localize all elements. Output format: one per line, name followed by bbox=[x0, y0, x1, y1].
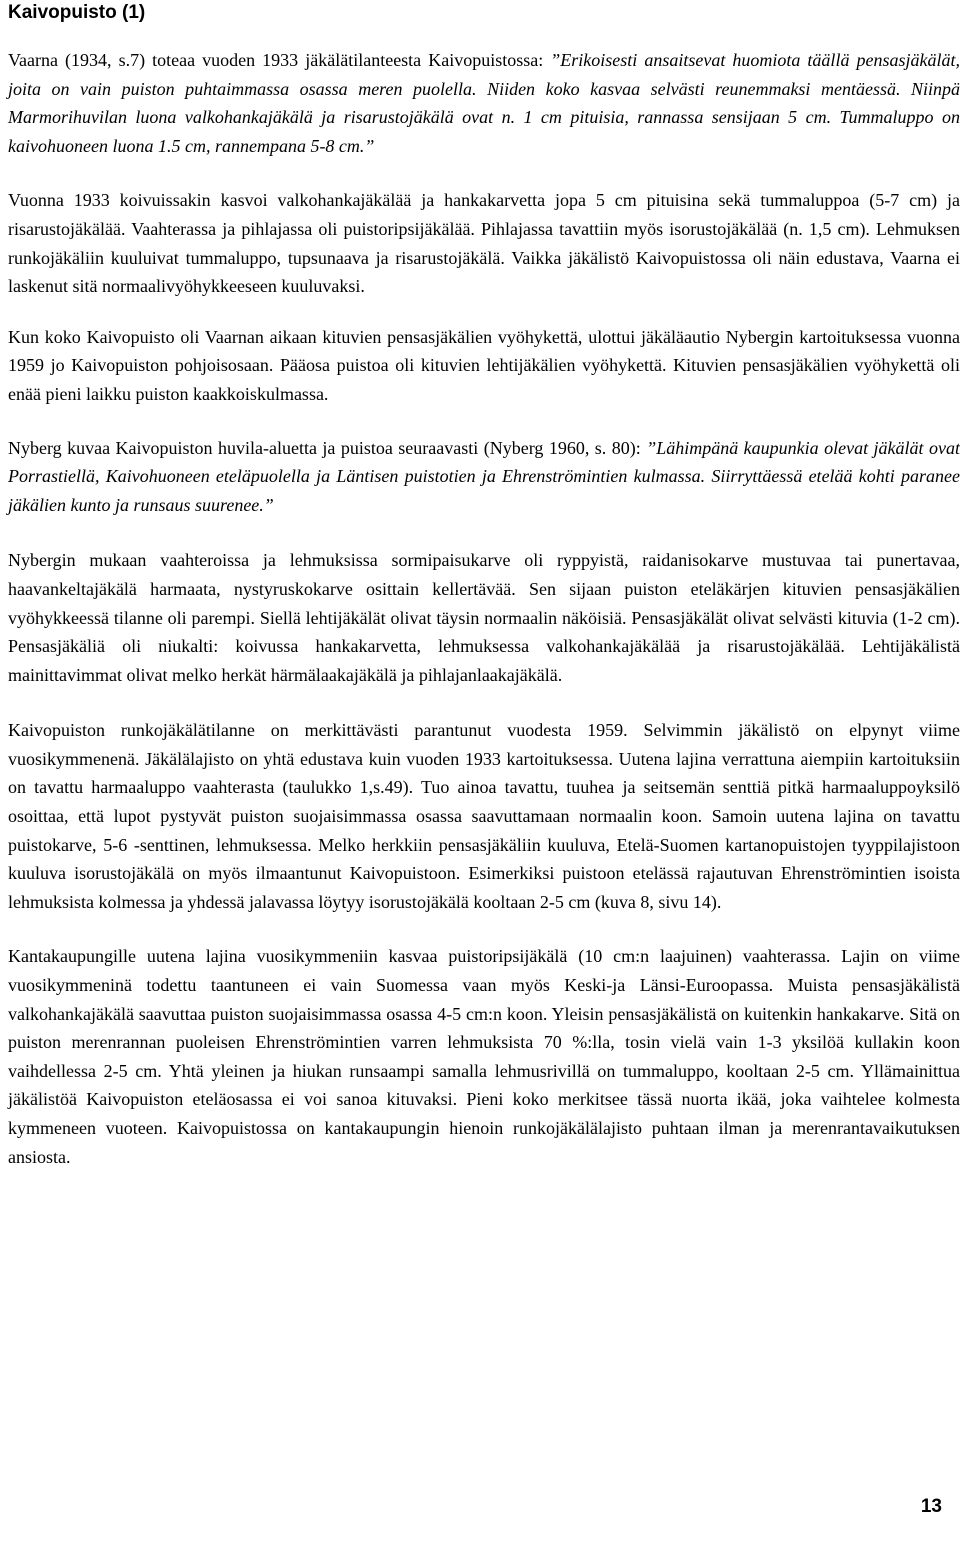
italic-quote: ”Erikoisesti ansaitsevat huomiota täällä pensasjäkälät, joita on vain puiston puhtaimmassa osassa meren puolella. Niiden koko kasvaa selvästi reunemmaksi mentäessä. Niinpä Marmorihuvilan luona valkohankajäkälä ja risarustojäkälä ovat n. 1 cm pituisia, rannassa sensijaan 5 cm. Tummaluppo on kaivohuoneen luona 1.5 cm, rannempana 5-8 cm.” bbox=[8, 50, 960, 156]
paragraph-vaarna-1934 bbox=[8, 46, 960, 160]
page-heading: Kaivopuisto (1) bbox=[8, 2, 146, 23]
paragraph-koivut-1933: Vuonna 1933 koivuissakin kasvoi valkohankajäkälää ja hankakarvetta jopa 5 cm pituisina sekä tummaluppoa (5-7 cm) ja risarustojäkälää. Vaahterassa ja pihlajassa oli puistoripsijäkälää. Pihlajassa tavattiin myös isorustojäkälää (n. 1,5 cm). Lehmuksen runkojäkäliin kuuluivat tummaluppo, tupsunaava ja risarustojäkälä. Vaikka jäkälistö Kaivopuistossa oli näin edustava, Vaarna ei laskenut sitä normaalivyöhykkeeseen kuuluvaksi. bbox=[8, 190, 960, 297]
paragraph-nyberg-quote bbox=[8, 434, 960, 520]
document-page bbox=[8, 0, 960, 1199]
paragraph-current-status: Kaivopuiston runkojäkälätilanne on merkittävästi parantunut vuodesta 1959. Selvimmin jäkälistö on elpynyt viime vuosikymmenenä. Jäkälälajisto on yhtä edustava kuin vuoden 1933 kartoituksessa. Uutena lajina verrattuna aiempiin kartoituksiin on tavattu harmaaluppo vaahterasta (taulukko 1,s.49). Tuo ainoa tavattu, tuuhea ja seitsemän senttiä pitkä harmaaluppoyksilö osoittaa, että lupot pystyvät puiston suojaisimmassa osassa saavuttamaan normaalin koon. Samoin uutena lajina on tavattu puistokarve, 5-6 -senttinen, lehmuksessa. Melko herkkiin pensasjäkäliin kuuluva, Etelä-Suomen kartanopuistojen tyyppilajistoon kuuluva isorustojäkälä on myös ilmaantunut Kaivopuistoon. Esimerkiksi puistoon etelässä rajautuvan Ehrenströmintien isoista lehmuksista kolmessa ja yhdessä jalavassa löytyy isorustojäkälä kooltaan 2-5 cm (kuva 8, sivu 14). bbox=[8, 720, 960, 912]
paragraph-intro: Vaarna (1934, s.7) toteaa vuoden 1933 jäkälätilanteesta Kaivopuistossa: bbox=[8, 50, 551, 70]
italic-quote: ”Lähimpänä kaupunkia olevat jäkälät ovat Porrastiellä, Kaivohuoneen eteläpuolella ja Läntisen puistotien ja Ehrenströmintien kulmassa. Siirryttäessä etelää kohti paranee jäkälien kunto ja runsaus suurenee.” bbox=[8, 437, 960, 515]
paragraph-new-species: Kantakaupungille uutena lajina vuosikymmeniin kasvaa puistoripsijäkälä (10 cm:n laajuinen) vaahterassa. Lajin on viime vuosikymmeninä todettu taantuneen ei vain Suomessa vaan myös Keski-ja Länsi-Euroopassa. Muista pensasjäkälistä valkohankajäkälä saavuttaa puiston suojaisimmassa osassa 4-5 cm:n koon. Yleisin pensasjäkälistä on kuitenkin hankakarve. Sitä on puiston merenrannan puoleisen Ehrenströmintien varren lehmuksista 70 %:lla, tosin vielä vain 1-3 yksilöä kullakin koon vaihdellessa 2-5 cm. Yhtä yleinen ja hiukan runsaampi samalla lehmusrivillä on tummaluppo, kooltaan 2-5 cm. Yllämainittua jäkälistöä Kaivopuiston eteläosassa ei voi sanoa kituvaksi. Pieni koko merkitsee tässä nuorta ikää, joka vaihtelee kolmesta kymmeneen vuoteen. Kaivopuistossa on kantakaupungin hienoin runkojäkälälajisto puhtaan ilman ja merenrantavaikutuksen ansiosta. bbox=[8, 946, 960, 1167]
page-number: 13 bbox=[920, 1496, 942, 1517]
paragraph-nyberg-1959: Kun koko Kaivopuisto oli Vaarnan aikaan kituvien pensasjäkälien vyöhykettä, ulottui jäkäläautio Nybergin kartoituksessa vuonna 1959 jo Kaivopuiston pohjoisosaan. Pääosa puistoa oli kituvien lehtijäkälien vyöhykettä. Kituvien pensasjäkälien vyöhykettä oli enää pieni laikku puiston kaakkoiskulmassa. bbox=[8, 326, 960, 404]
paragraph-intro: Nyberg kuvaa Kaivopuiston huvila-aluetta ja puistoa seuraavasti (Nyberg 1960, s. 80): bbox=[8, 437, 647, 458]
paragraph-nyberg-details: Nybergin mukaan vaahteroissa ja lehmuksissa sormipaisukarve oli ryppyistä, raidanisokarve mustuvaa tai punertavaa, haavankeltajäkälä harmaata, nystyruskokarve osittain kellertävää. Sen sijaan puiston eteläkärjen kituvien pensasjäkälien vyöhykkeessä tilanne oli parempi. Siellä lehtijäkälät olivat täysin normaalin näköisiä. Pensasjäkälät olivat selvästi kituvia (1-2 cm). Pensasjäkäliä oli niukalti: koivussa hankakarvetta, lehmuksessa valkohankajäkälää ja risarustojäkälää. Lehtijäkälistä mainittavimmat olivat melko herkät härmälaakajäkälä ja pihlajanlaakajäkälä. bbox=[8, 550, 960, 685]
